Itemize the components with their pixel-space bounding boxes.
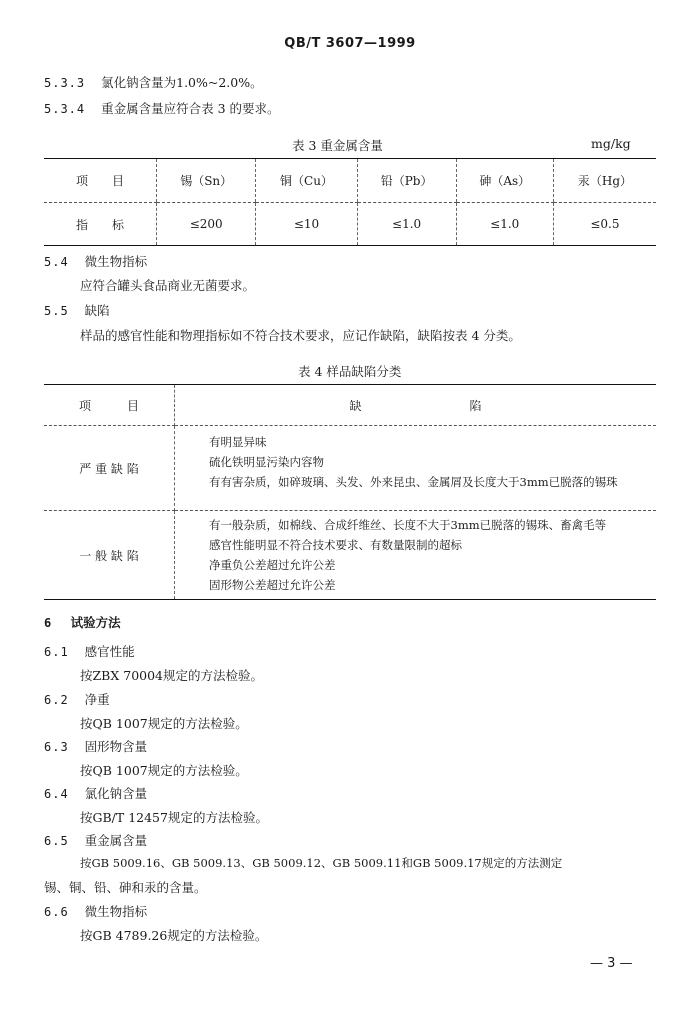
clause-number: 6.1 <box>44 645 69 659</box>
table-header-row <box>44 385 656 426</box>
clause-6-2-heading <box>44 690 110 708</box>
clause-6-5-text-continued: 锡、铜、铅、砷和汞的含量。 <box>44 880 207 895</box>
clause-5-4-text: 应符合罐头食品商业无菌要求。 <box>80 278 256 293</box>
table-cell: ≤200 <box>157 203 256 246</box>
defect-classification-table <box>44 384 656 600</box>
clause-6-3-text: 按QB 1007规定的方法检验。 <box>80 763 248 778</box>
table-header-cell: 砷（As） <box>456 159 553 203</box>
defect-item: 有有害杂质，如碎玻璃、头发、外来昆虫、金属屑及长度大于3mm已脱落的锡珠 <box>209 475 618 489</box>
table-cell: ≤0.5 <box>553 203 656 246</box>
table-header-cell: 铜（Cu） <box>256 159 357 203</box>
clause-text: 氯化钠含量为1.0%~2.0%。 <box>101 75 263 90</box>
clause-title: 固形物含量 <box>84 739 148 754</box>
table-row <box>44 511 656 600</box>
table-header-cell: 项 目 <box>44 159 157 203</box>
clause-6-4-text: 按GB/T 12457规定的方法检验。 <box>80 810 268 825</box>
section-title: 试验方法 <box>70 615 121 630</box>
clause-number: 6.3 <box>44 740 69 754</box>
clause-title: 微生物指标 <box>84 254 148 269</box>
clause-title: 氯化钠含量 <box>84 786 148 801</box>
clause-title: 缺陷 <box>84 303 110 318</box>
clause-title: 净重 <box>84 692 110 707</box>
clause-title: 重金属含量 <box>84 833 148 848</box>
table-header-cell: 项 目 <box>44 385 175 426</box>
defect-category: 严 重 缺 陷 <box>44 426 175 511</box>
clause-number: 5.4 <box>44 255 69 269</box>
section-6-heading <box>44 613 121 631</box>
clause-6-5-heading <box>44 831 147 849</box>
defect-category: 一 般 缺 陷 <box>44 511 175 600</box>
table-cell: ≤10 <box>256 203 357 246</box>
table-3-title: 表 3 重金属含量 <box>292 138 383 153</box>
table-3-unit: mg/kg <box>591 136 631 151</box>
clause-5-5-text: 样品的感官性能和物理指标如不符合技术要求，应记作缺陷，缺陷按表 4 分类。 <box>80 328 521 343</box>
table-cell: ≤1.0 <box>357 203 456 246</box>
defect-item: 净重负公差超过允许公差 <box>209 558 336 572</box>
clause-number: 5.3.3 <box>44 76 86 90</box>
clause-text: 重金属含量应符合表 3 的要求。 <box>101 101 280 116</box>
table-header-cell: 汞（Hg） <box>553 159 656 203</box>
clause-number: 5.5 <box>44 304 69 318</box>
clause-number: 5.3.4 <box>44 102 86 116</box>
defect-item: 硫化铁明显污染内容物 <box>209 455 324 469</box>
defect-items <box>175 426 657 511</box>
page-number: — 3 — <box>590 956 633 971</box>
clause-number: 6.4 <box>44 787 69 801</box>
table-row <box>44 203 656 246</box>
clause-5-3-3 <box>44 73 263 91</box>
clause-6-6-heading <box>44 902 147 920</box>
defect-items <box>175 511 657 600</box>
table-header-cell: 缺 陷 <box>175 385 657 426</box>
clause-number: 6.6 <box>44 905 69 919</box>
defect-item: 有一般杂质，如棉线、合成纤维丝、长度不大于3mm已脱落的锡珠、畜禽毛等 <box>209 518 607 532</box>
clause-5-3-4 <box>44 99 280 117</box>
clause-6-3-heading <box>44 737 147 755</box>
table-row <box>44 426 656 511</box>
defect-item: 感官性能明显不符合技术要求、有数量限制的超标 <box>209 538 462 552</box>
defect-item: 固形物公差超过允许公差 <box>209 578 336 592</box>
clause-5-4-heading <box>44 252 147 270</box>
table-cell: ≤1.0 <box>456 203 553 246</box>
clause-number: 6.2 <box>44 693 69 707</box>
clause-6-1-heading <box>44 642 135 660</box>
page-header: QB/T 3607—1999 <box>284 36 416 51</box>
clause-6-6-text: 按GB 4789.26规定的方法检验。 <box>80 928 268 943</box>
clause-6-5-text: 按GB 5009.16、GB 5009.13、GB 5009.12、GB 5009.11和GB 5009.17规定的方法测定 <box>80 856 563 870</box>
table-4-title: 表 4 样品缺陷分类 <box>298 364 402 379</box>
section-number: 6 <box>44 616 53 630</box>
table-header-cell: 锡（Sn） <box>157 159 256 203</box>
clause-6-2-text: 按QB 1007规定的方法检验。 <box>80 716 248 731</box>
clause-title: 感官性能 <box>84 644 135 659</box>
clause-5-5-heading <box>44 301 110 319</box>
clause-6-1-text: 按ZBX 70004规定的方法检验。 <box>80 668 264 683</box>
clause-number: 6.5 <box>44 834 69 848</box>
defect-item: 有明显异味 <box>209 435 267 449</box>
clause-title: 微生物指标 <box>84 904 148 919</box>
heavy-metal-table <box>44 158 656 246</box>
table-header-cell: 铅（Pb） <box>357 159 456 203</box>
table-header-row <box>44 159 656 203</box>
table-cell: 指 标 <box>75 217 124 232</box>
clause-6-4-heading <box>44 784 147 802</box>
